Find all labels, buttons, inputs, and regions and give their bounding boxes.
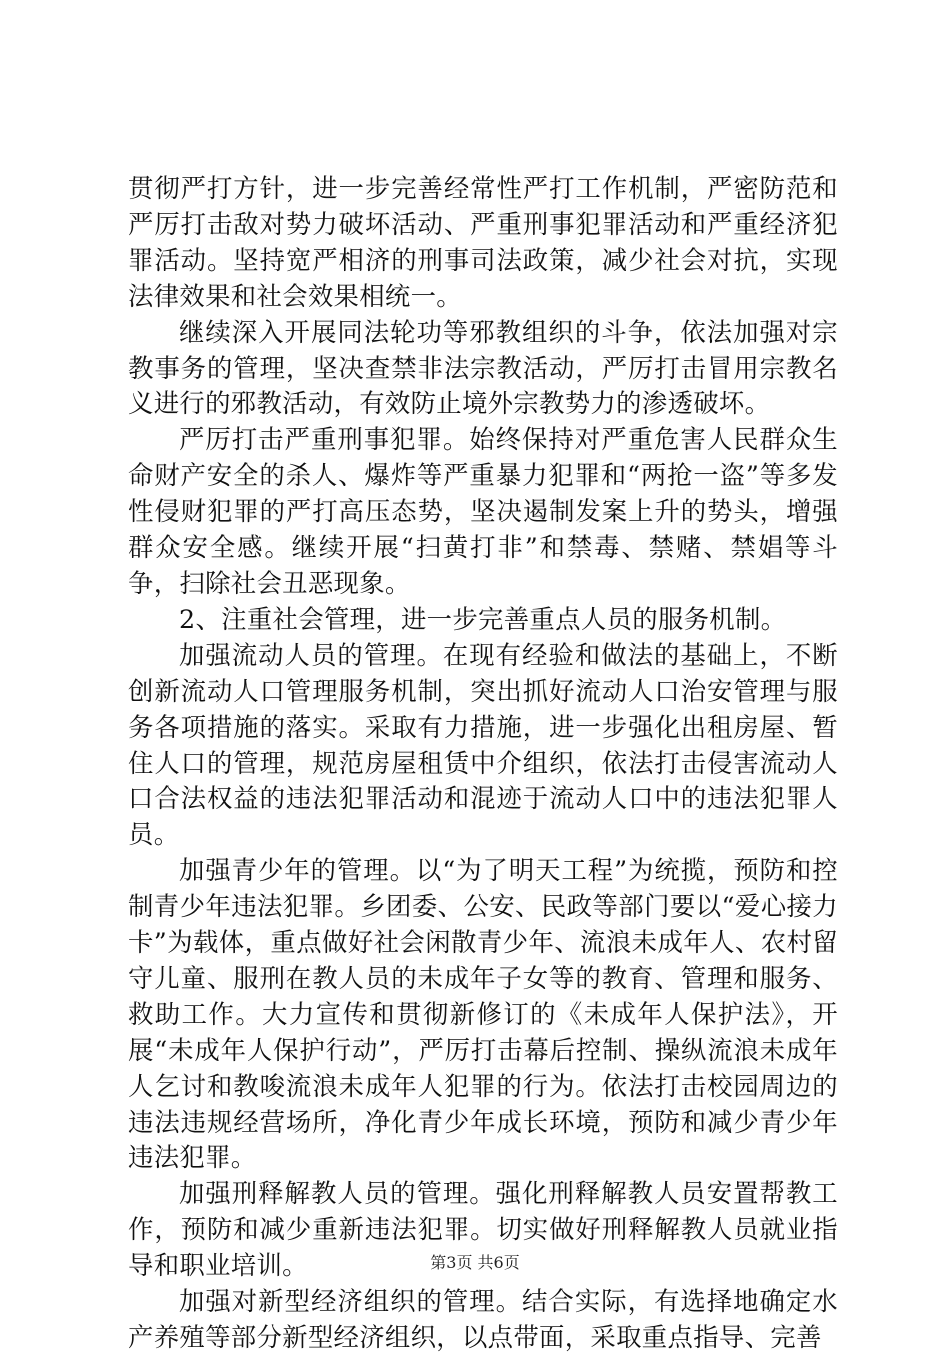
section-heading-2: 2、注重社会管理，进一步完善重点人员的服务机制。: [179, 603, 787, 634]
paragraph-1: 贯彻严打方针，进一步完善经常性严打工作机制，严密防范和严厉打击敌对势力破坏活动、严重刑事犯罪活动和严重经济犯罪活动。坚持宽严相济的刑事司法政策，减少社会对抗，实现法律效果和社会效果相统一。: [128, 173, 838, 311]
page-footer: 第3页 共6页: [430, 1253, 520, 1272]
paragraph-8: 加强对新型经济组织的管理。结合实际，有选择地确定水产养殖等部分新型经济组织，以点带面，采取重点指导、完善: [128, 1286, 838, 1352]
paragraph-7: 加强刑释解教人员的管理。强化刑释解教人员安置帮教工作，预防和减少重新违法犯罪。切实做好刑释解教人员就业指导和职业培训。: [128, 1178, 838, 1281]
document-body: [128, 171, 838, 1356]
paragraph-2: 继续深入开展同法轮功等邪教组织的斗争，依法加强对宗教事务的管理，坚决查禁非法宗教活动，严厉打击冒用宗教名义进行的邪教活动，有效防止境外宗教势力的渗透破坏。: [128, 316, 838, 419]
paragraph-6: 加强青少年的管理。以“为了明天工程”为统揽，预防和控制青少年违法犯罪。乡团委、公安、民政等部门要以“爱心接力卡”为载体，重点做好社会闲散青少年、流浪未成年人、农村留守儿童、服刑在教人员的未成年子女等的教育、管理和服务、救助工作。大力宣传和贯彻新修订的《未成年人保护法》，开展“未成年人保护行动”，严厉打击幕后控制、操纵流浪未成年人乞讨和教唆流浪未成年人犯罪的行为。依法打击校园周边的违法违规经营场所，净化青少年成长环境，预防和减少青少年违法犯罪。: [128, 855, 838, 1173]
paragraph-3: 严厉打击严重刑事犯罪。始终保持对严重危害人民群众生命财产安全的杀人、爆炸等严重暴力犯罪和“两抢一盗”等多发性侵财犯罪的严打高压态势，坚决遏制发案上升的势头，增强群众安全感。继续开展“扫黄打非”和禁毒、禁赌、禁娼等斗争，扫除社会丑恶现象。: [128, 424, 838, 598]
paragraph-5: 加强流动人员的管理。在现有经验和做法的基础上，不断创新流动人口管理服务机制，突出抓好流动人口治安管理与服务各项措施的落实。采取有力措施，进一步强化出租房屋、暂住人口的管理，规范房屋租赁中介组织，依法打击侵害流动人口合法权益的违法犯罪活动和混迹于流动人口中的违法犯罪人员。: [128, 639, 838, 850]
